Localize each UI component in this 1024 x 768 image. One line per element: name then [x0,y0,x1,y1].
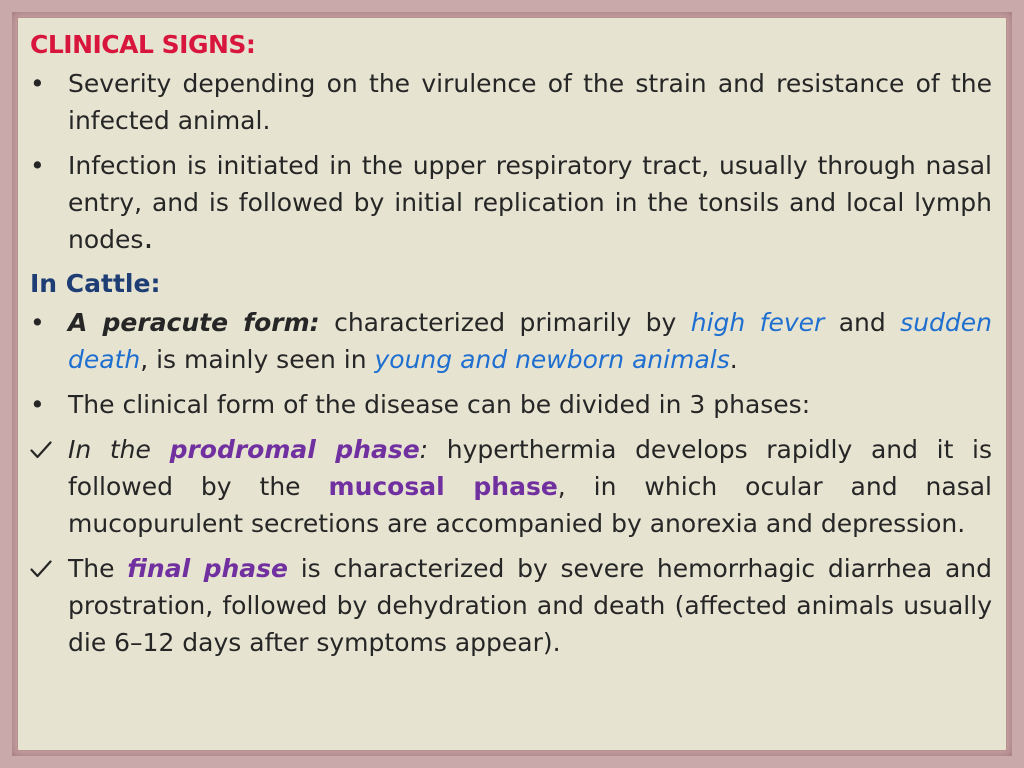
highlight-young-animals: young and newborn animals [374,345,730,374]
list-item [30,386,992,423]
bullet-icon: • [30,390,45,419]
peracute-text: characterized primarily by [319,308,691,337]
prodromal-text: , in which ocular and nasal mucopurulent secretions are accompanied by anorexia and depression. [68,472,992,538]
bullet-text: Severity depending on the virulence of the strain and resistance of the infected animal. [68,69,992,135]
final-text: is characterized by severe hemorrhagic diarrhea and prostration, followed by dehydration and death (affected animals usually die 6–12 days after symptoms appear). [68,554,992,657]
peracute-label: A peracute form: [68,308,320,337]
in-cattle-heading: In Cattle: [30,269,161,298]
checkmark-icon [30,431,60,459]
prodromal-prefix: In the [68,435,170,464]
highlight-high-fever: high fever [690,308,825,337]
prodromal-text: hyperthermia develops rapidly and it is followed by the [68,435,993,501]
peracute-text: and [824,308,901,337]
phases-intro-text: The clinical form of the disease can be divided in 3 phases: [68,390,811,419]
peracute-text: , is mainly seen in [140,345,375,374]
list-item [30,431,992,542]
peracute-text: . [729,345,738,374]
bullet-icon: • [30,69,45,98]
prodromal-colon: : [419,435,429,464]
clinical-signs-heading: CLINICAL SIGNS: [30,30,256,59]
highlight-sudden-death: sudden death [68,308,993,374]
final-phase-label: final phase [127,554,288,583]
list-item [30,304,992,378]
final-prefix: The [68,554,128,583]
bullet-icon: • [30,151,45,180]
bullet-text: Infection is initiated in the upper respiratory tract, usually through nasal entry, and is followed by initial replication in the tonsils and local lymph nodes [68,151,992,254]
list-item [30,147,992,258]
list-item [30,550,992,661]
prodromal-phase-label: prodromal phase [169,435,420,464]
mucosal-phase-label: mucosal phase [328,472,558,501]
bullet-icon: • [30,308,45,337]
slide [17,17,1007,751]
list-item [30,65,992,139]
bullet-period: . [143,218,154,256]
checkmark-icon [30,550,60,578]
